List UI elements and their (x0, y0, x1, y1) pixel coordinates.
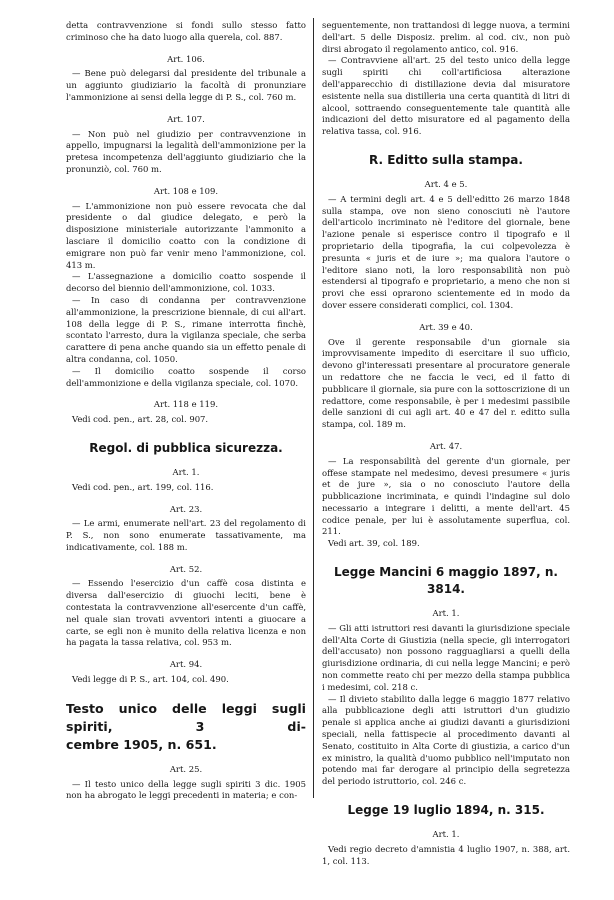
paragraph: — Il divieto stabilito dalla legge 6 maggio 1877 relativo alla pubblicazione degli atti istruttori d'un giudizio penale si applica anche ai giudizi davanti a giurisdizioni speciali, nella fattispecie al procedimento davanti al Senato, costituito in Alta Corte di giustizia, a carico d'un ex ministro, la qualità d'uomo pubblico nell'imputato non potendo mai far derogare al principio della segretezza del periodo istruttorio, col. 246 c. (322, 693, 570, 787)
article-heading: Art. 4 e 5. (424, 178, 468, 189)
paragraph: — L'assegnazione a domicilio coatto sospende il decorso del biennio dell'ammonizione, col. 1033. (66, 271, 306, 294)
paragraph: — Essendo l'esercizio d'un caffè cosa distinta e diversa dall'esercizio di giuochi leciti, bene è contestata la contravvenzione all'esercente d'un caffè, nel quale sian trovati avventori intenti a giuocare a carte, se egli non è munito della relativa licenza e non ha pagata la tassa relativa, col. 953 m. (66, 578, 306, 648)
paragraph: Ove il gerente responsabile d'un giornale sia improvvisamente impedito di esercitare il suo ufficio, devono gl'interessati presentare al procuratore generale un redattore che ne faccia le veci, ed il fatto di pubblicare il giornale, sia pure con la sottoscrizione di un redattore, come responsabile, è per i medesimi passibile delle sanzioni di cui agli art. 40 e 47 del r. editto sulla stampa, col. 189 m. (322, 336, 570, 430)
paragraph: Vedi cod. pen., art. 28, col. 907. (72, 414, 209, 425)
article-heading: Art. 25. (169, 763, 203, 774)
section-heading-line: Testo unico delle leggi sugli spiriti, 3 di- (66, 700, 306, 734)
paragraph: — Il testo unico della legge sugli spiriti 3 dic. 1905 non ha abrogato le leggi precedenti in materia; e con- (66, 778, 306, 801)
paragraph: Vedi legge di P. S., art. 104, col. 490. (72, 674, 229, 685)
left-column (66, 20, 306, 802)
article-heading: Art. 94. (169, 659, 203, 670)
article-heading: Art. 39 e 40. (419, 321, 473, 332)
column-divider (313, 18, 314, 798)
paragraph: — Non può nel giudizio per contravvenzione in appello, impugnarsi la legalità dell'ammonizione per la pretesa incompetenza dell'aggiunto giudiziario che la pronunziò, col. 760 m. (66, 128, 306, 174)
paragraph: — Gli atti istruttori resi davanti la giurisdizione speciale dell'Alta Corte di Giustizia (nella specie, gli interrogatori dell'accusato) non possono ragguagliarsi a quelli della giurisdizione ordinaria, di cui nella legge Mancini; e però non commette reato chi per mezzo della stampa pubblica i medesimi, col. 218 c. (322, 622, 570, 692)
article-heading: Art. 106. (167, 53, 205, 64)
paragraph: Vedi art. 39, col. 189. (328, 538, 420, 549)
article-heading: Art. 118 e 119. (153, 399, 219, 410)
paragraph: — A termini degli art. 4 e 5 dell'editto 26 marzo 1848 sulla stampa, ove non sieno conosciuti nè l'autore dell'articolo incriminato nè l'editore del giornale, bene l'azione penale si esperisce contro il tipografo e il proprietario della tipografia, la cui colpevolezza è presunta « juris et de iure »; ma qualora l'autore o l'editore siano noti, la loro responsabilità non può estendersi al tipografo e proprietario, a meno che non si provi che essi oprarono scientemente ed in modo da dover essere considerati complici, col. 1304. (322, 193, 570, 310)
article-heading: Art. 52. (169, 563, 203, 574)
article-heading: Art. 108 e 109. (153, 185, 219, 196)
article-heading: Art. 1. (432, 608, 460, 619)
article-heading: Art. 1. (172, 466, 200, 477)
article-heading: Art. 107. (167, 113, 205, 124)
section-heading: R. Editto sulla stampa. (369, 152, 523, 167)
paragraph: Vedi regio decreto d'amnistia 4 luglio 1907, n. 388, art. 1, col. 113. (322, 843, 570, 866)
paragraph: detta contravvenzione si fondi sullo stesso fatto criminoso che ha dato luogo alla querela, col. 887. (66, 20, 306, 42)
paragraph: seguentemente, non trattandosi di legge nuova, a termini dell'art. 5 delle Disposiz. prelim. al cod. civ., non può dirsi abrogato il regolamento antico, col. 916. (322, 20, 570, 54)
paragraph: — Bene può delegarsi dal presidente del tribunale a un aggiunto giudiziario la facoltà di pronunziare l'ammonizione ai sensi della legge di P. S., col. 760 m. (66, 68, 306, 102)
paragraph: — La responsabilità del gerente d'un giornale, per offese stampate nel medesimo, devesi presumere « juris et de jure », sia o no conosciuto l'autore della pubblicazione incriminata, e quindi l'indagine sul dolo necessario a integrare i delitti, a mente dell'art. 45 codice penale, per lui è assolutamente superflua, col. 211. (322, 455, 570, 537)
paragraph: — L'ammonizione non può essere revocata che dal presidente o dal giudice delegato, e però la disposizione ministeriale autorizzante l'ammonito a lasciare il domicilio coatto con la condizione di emigrare non può far venir meno l'ammonizione, col. 413 m. (66, 200, 306, 270)
section-heading: Legge 19 luglio 1894, n. 315. (347, 803, 545, 818)
section-heading: Legge Mancini 6 maggio 1897, n. 3814. (333, 565, 558, 597)
right-column (322, 20, 570, 867)
article-heading: Art. 1. (432, 829, 460, 840)
paragraph: — Il domicilio coatto sospende il corso dell'ammonizione e della vigilanza speciale, col. 1070. (66, 365, 306, 388)
article-heading: Art. 23. (169, 503, 203, 514)
paragraph: — Le armi, enumerate nell'art. 23 del regolamento di P. S., non sono enumerate tassativamente, ma indicativamente, col. 188 m. (66, 518, 306, 552)
section-heading: Regol. di pubblica sicurezza. (89, 440, 283, 455)
article-heading: Art. 47. (429, 440, 463, 451)
section-heading (66, 700, 306, 754)
paragraph: — Contravviene all'art. 25 del testo unico della legge sugli spiriti chi coll'artificiosa alterazione dell'apparecchio di distillazione devia dal misuratore esistente nella sua distilleria una certa quantità di litri di alcool, sottraendo conseguentemente tale quantità alle indicazioni del detto misuratore ed al pagamento della relativa tassa, col. 916. (322, 55, 570, 137)
paragraph: Vedi cod. pen., art. 199, col. 116. (72, 481, 214, 492)
section-heading-line: cembre 1905, n. 651. (66, 736, 217, 752)
paragraph: — In caso di condanna per contravvenzione all'ammonizione, la prescrizione biennale, di cui all'art. 108 della legge di P. S., rimane interrotta finchè, scontato l'arresto, dura la vigilanza speciale, che serba carattere di pena anche quando sia un effetto penale di altra condanna, col. 1050. (66, 294, 306, 364)
